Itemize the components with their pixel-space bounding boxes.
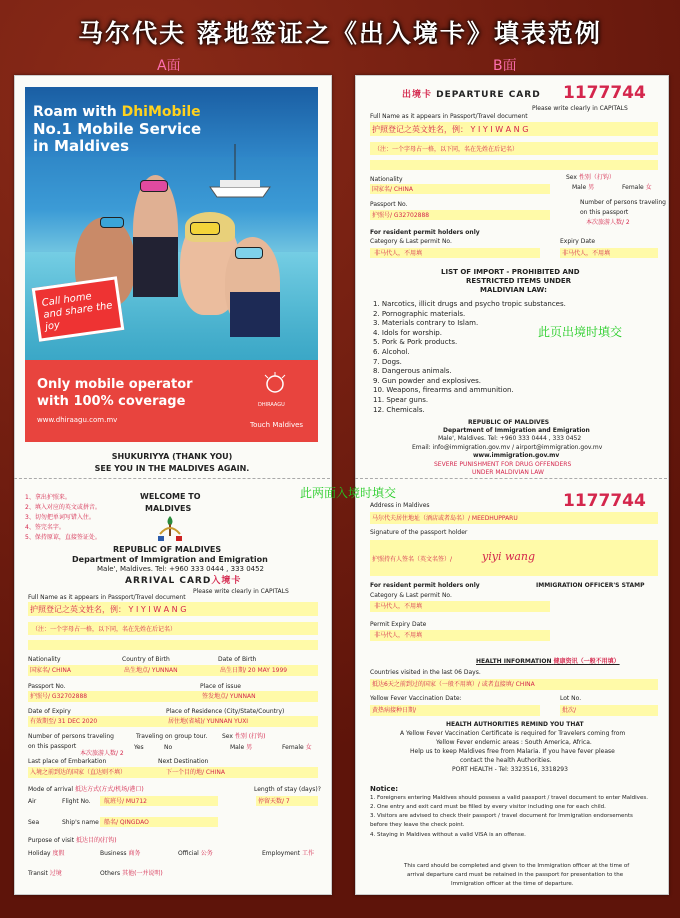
dep-warning-2: UNDER MALDIVIAN LAW — [472, 469, 544, 476]
ad-coverage-2: with 100% coverage — [37, 394, 186, 409]
por-label: Place of Residence (City/State/Country) — [166, 708, 285, 715]
dep-nationality-value: 国家名/ CHINA — [372, 186, 413, 193]
prohibited-item: 4. Idols for worship. — [373, 328, 442, 337]
address-value: 马尔代夫居住地址（酒店或者岛名）/ MEEDHUPPARU — [372, 515, 518, 522]
purpose-official[interactable]: Official 公务 — [178, 850, 213, 857]
ad-coverage-1: Only mobile operator — [37, 377, 193, 392]
mode-air[interactable]: Air — [28, 798, 37, 805]
officer-stamp-label: IMMIGRATION OFFICER'S STAMP — [536, 582, 645, 589]
nd-label: Next Destination — [158, 758, 209, 765]
dep-department: Department of Immigration and Emigration — [443, 427, 590, 434]
dep-passport-value: 护照号/ G32702888 — [372, 212, 430, 219]
ad-headline-3: in Maldives — [33, 137, 129, 155]
prohibited-item: 6. Alcohol. — [373, 347, 410, 356]
footer-3: Immigration officer at the time of departure. — [451, 881, 574, 887]
side-a-label: A面 — [157, 58, 181, 74]
lpe-label: Last place of Embarkation — [28, 758, 107, 765]
ad-banner — [25, 360, 318, 442]
import-title-1: LIST OF IMPORT - PROHIBITED AND — [441, 268, 580, 276]
signature-value: 护照持有人签名（英文名签）/ — [372, 556, 453, 563]
prohibited-item: 12. Chemicals. — [373, 405, 425, 414]
dep-category-label: Category & Last permit No. — [370, 238, 452, 245]
passport-value: 护照号/ G32702888 — [30, 693, 88, 700]
departure-number: 1177744 — [563, 83, 646, 103]
purpose-others[interactable]: Others 其他(一并说明) — [100, 870, 163, 877]
cob-value: 出生地点/ YUNNAN — [124, 667, 178, 674]
flight-label: Flight No. — [62, 798, 91, 805]
notice-2: 2. One entry and exit card must be filled by every visitor including one for each child. — [370, 804, 606, 810]
departure-write-clear: Please write clearly in CAPITALS — [532, 105, 628, 112]
thank-you-line-1: SHUKURIYYA (THANK YOU) — [111, 452, 233, 461]
ship-label: Ship's name — [62, 819, 99, 826]
side-b-label: B面 — [493, 58, 517, 74]
remind-2: Yellow Fever endemic areas : South America, Africa. — [436, 739, 592, 746]
prohibited-item: 1. Narcotics, illicit drugs and psycho tropic substances. — [373, 300, 566, 308]
prohibited-item: 2. Pornographic materials. — [373, 309, 466, 318]
prohibited-item: 9. Gun powder and explosives. — [373, 376, 482, 385]
dep-republic: REPUBLIC OF MALDIVES — [468, 419, 550, 426]
dep-address: Male', Maldives. Tel: +960 333 0444 , 333 0452 — [438, 435, 582, 442]
stay-label: Length of stay (days)? — [254, 786, 321, 793]
thank-you-line-2: SEE YOU IN THE MALDIVES AGAIN. — [94, 464, 250, 473]
dep-full-name-hint: （注：一个字母占一格，以下同，名在先姓在后记名） — [374, 146, 519, 153]
ad-headline-2: No.1 Mobile Service — [33, 120, 202, 138]
dep-name-row-3[interactable] — [370, 160, 658, 170]
notice-5: 4. Staying in Maldives without a valid VISA is an offense. — [370, 832, 526, 838]
ad-logo-text: DHIRAAGU — [258, 402, 285, 408]
signature-script: yiyi wang — [482, 550, 536, 563]
maldives-emblem-icon — [155, 514, 185, 542]
arrival-republic: REPUBLIC OF MALDIVES — [113, 545, 222, 554]
remind-5: PORT HEALTH - Tel: 3323516, 3318293 — [452, 766, 568, 773]
poi-label: Place of issue — [200, 683, 241, 690]
instruction-4: 4、签完名字。 — [25, 524, 65, 531]
back-resident-label: For resident permit holders only — [370, 582, 480, 589]
welcome-maldives: MALDIVES — [145, 504, 192, 513]
fold-line-b — [355, 478, 667, 479]
back-category-value: 非马代人，不用填 — [374, 603, 423, 610]
instruction-2: 2、填入对应的英文或拼音。 — [25, 504, 101, 511]
dep-passport-label: Passport No. — [370, 201, 408, 208]
footer-1: This card should be completed and given to the Immigration officer at the time of — [404, 863, 630, 869]
poi-value: 签发地点/ YUNNAN — [202, 693, 256, 700]
instruction-1: 1、拿出护照来。 — [25, 494, 71, 501]
arrival-full-name-value: 护照登记之英文姓名，例： Y I Y I W A N G — [30, 605, 187, 614]
back-number: 1177744 — [563, 491, 646, 511]
dep-category-value: 非马代人，不用填 — [374, 250, 423, 257]
lot-value: 批次/ — [562, 707, 577, 714]
permit-value: 非马代人，不用填 — [374, 632, 423, 639]
note-arrival: 此两面入境时填交 — [300, 486, 397, 500]
permit-label: Permit Expiry Date — [370, 621, 427, 628]
address-label: Address in Maldives — [370, 502, 430, 509]
arrival-address: Male', Maldives. Tel: +960 333 0444 , 333 0452 — [97, 565, 265, 573]
dep-sex-male[interactable]: Male 男 — [572, 184, 595, 191]
dep-nationality-label: Nationality — [370, 176, 403, 183]
dep-full-name-value: 护照登记之英文姓名，例： Y I Y I W A N G — [372, 125, 529, 134]
arrival-department: Department of Immigration and Emigration — [72, 555, 268, 564]
dep-resident-label: For resident permit holders only — [370, 229, 480, 236]
prohibited-item: 7. Dogs. — [373, 357, 402, 366]
remind-1: A Yellow Fever Vaccination Certificate is required for Travelers coming from — [400, 730, 626, 737]
dep-full-name-label: Full Name as it appears in Passport/Travel document — [370, 113, 528, 120]
nationality-value: 国家名/ CHINA — [30, 667, 71, 674]
notice-3: 3. Visitors are advised to check their passport / travel document for Immigration endorsements — [370, 813, 633, 819]
dep-persons-value: 本次旅游人数/ 2 — [586, 219, 630, 226]
dep-expiry-label: Expiry Date — [560, 238, 596, 245]
yf-value: 黄热病接种日期/ — [372, 707, 417, 714]
instruction-3: 3、切勿把单词写错入住。 — [25, 514, 95, 521]
prohibited-item: 10. Weapons, firearms and ammunition. — [373, 386, 514, 395]
remind-title: HEALTH AUTHORITIES REMIND YOU THAT — [446, 721, 584, 728]
dob-value: 出生日期/ 20 MAY 1999 — [220, 667, 288, 674]
stay-value: 停留天数/ 7 — [258, 798, 290, 805]
expiry-label: Date of Expiry — [28, 708, 71, 715]
prohibited-list — [373, 300, 566, 415]
boat-icon — [205, 142, 275, 202]
sex-male[interactable]: Male 男 — [230, 744, 253, 751]
departure-card-title: 出境卡 DEPARTURE CARD — [402, 90, 541, 100]
footer-2: arrival departure card must be retained in the passport for presentation to the — [407, 872, 624, 878]
remind-4: contact the health Authorities. — [460, 757, 552, 764]
back-category-label: Category & Last permit No. — [370, 592, 452, 599]
notice-label: Notice: — [370, 785, 399, 793]
prohibited-item: 8. Dangerous animals. — [373, 367, 452, 376]
lpe-value: 入境之前到达的国家（直达则不填） — [30, 769, 127, 776]
flight-value: 航班号/ MU712 — [104, 798, 147, 805]
purpose-label: Purpose of visit 抵达目的(打钩) — [28, 837, 117, 844]
dep-expiry-value: 非马代人，不用填 — [562, 250, 611, 257]
por-value: 居住地(省城)/ YUNNAN YUXI — [168, 718, 249, 725]
countries-value: 抵达6天之前到过的国家（一般不用填）/ 或者直接填/ CHINA — [372, 681, 535, 688]
import-title-2: RESTRICTED ITEMS UNDER — [466, 277, 572, 285]
purpose-business[interactable]: Business 商务 — [100, 850, 141, 857]
arrival-write-clear: Please write clearly in CAPITALS — [193, 588, 289, 595]
sex-female[interactable]: Female 女 — [282, 744, 312, 751]
group-no[interactable]: No — [164, 744, 173, 751]
dep-warning-1: SEVERE PUNISHMENT FOR DRUG OFFENDERS — [434, 461, 572, 468]
fold-line-a — [14, 478, 330, 479]
remind-3: Help us to keep Maldives free from Malaria. If you have fever please — [410, 748, 615, 755]
ad-url: www.dhiraagu.com.mv — [37, 416, 118, 424]
dhimobile-ad — [25, 87, 318, 442]
dhiraagu-logo-icon — [260, 372, 290, 400]
note-departure: 此页出境时填交 — [538, 325, 623, 339]
lot-label: Lot No. — [560, 695, 582, 702]
dep-email: Email: info@immigration.gov.mv / airport@immigration.gov.mv — [412, 444, 603, 451]
notice-1: 1. Foreigners entering Maldives should possess a valid passport / travel document to enter Maldives. — [370, 795, 648, 801]
persons-label-2: on this passport — [28, 743, 77, 750]
ad-headline-1: Roam with DhiMobile — [33, 104, 201, 120]
cob-label: Country of Birth — [122, 656, 170, 663]
group-yes[interactable]: Yes — [134, 744, 144, 751]
dep-sex-label: Sex 性别（打钩） — [566, 174, 615, 181]
persons-label: Number of persons traveling — [28, 733, 114, 740]
mode-sea[interactable]: Sea — [28, 819, 40, 826]
ship-value: 船名/ QINGDAO — [104, 819, 149, 826]
prohibited-item: 11. Spear guns. — [373, 395, 429, 404]
ad-tagline: Touch Maldives — [250, 421, 304, 429]
arrival-full-name-label: Full Name as it appears in Passport/Travel document — [28, 594, 186, 601]
instruction-5: 5、保持原谅，直接签证处。 — [25, 534, 101, 541]
ad-stamp: Call home and share the joy — [32, 276, 125, 341]
dob-label: Date of Birth — [218, 656, 257, 663]
mode-label: Mode of arrival 抵达方式(方式/机场/港口) — [28, 786, 144, 793]
nationality-label: Nationality — [28, 656, 61, 663]
yf-label: Yellow Fever Vaccination Date: — [370, 695, 462, 702]
arrival-full-name-hint: （注：一个字母占一格，以下同，名在先姓在后记名） — [32, 626, 177, 633]
purpose-holiday[interactable]: Holiday 度假 — [28, 850, 65, 857]
expiry-value: 有效期至/ 31 DEC 2020 — [30, 718, 98, 725]
dep-persons-label: Number of persons traveling — [580, 199, 666, 206]
dep-persons-label-2: on this passport — [580, 209, 629, 216]
purpose-employment[interactable]: Employment 工作 — [262, 850, 314, 857]
dep-web: www.immigration.gov.mv — [473, 452, 560, 459]
group-tour-label: Traveling on group tour. — [136, 733, 208, 740]
prohibited-item: 5. Pork & Pork products. — [373, 338, 458, 347]
persons-value: 本次旅游人数/ 2 — [80, 750, 124, 757]
sex-label: Sex 性别 (打钩) — [222, 733, 266, 740]
countries-label: Countries visited in the last 06 Days. — [370, 669, 481, 676]
import-title-3: MALDIVIAN LAW: — [480, 286, 547, 294]
purpose-transit[interactable]: Transit 过境 — [28, 870, 62, 877]
page-title: 马尔代夫 落地签证之《出入境卡》填表范例 — [78, 19, 602, 48]
arrival-card-title: ARRIVAL CARD入境卡 — [125, 576, 242, 586]
welcome-to: WELCOME TO — [140, 492, 201, 501]
ad-photo — [25, 87, 318, 360]
health-label: HEALTH INFORMATION 健康资讯（一般不用填） — [476, 658, 620, 665]
signature-label: Signature of the passport holder — [370, 529, 468, 536]
passport-label: Passport No. — [28, 683, 66, 690]
dep-sex-female[interactable]: Female 女 — [622, 184, 652, 191]
notice-4: before they leave the check point. — [370, 822, 465, 828]
prohibited-item: 3. Materials contrary to Islam. — [373, 319, 479, 328]
arrival-name-row-3[interactable] — [28, 640, 318, 650]
nd-value: 下一个目的地/ CHINA — [166, 769, 225, 776]
